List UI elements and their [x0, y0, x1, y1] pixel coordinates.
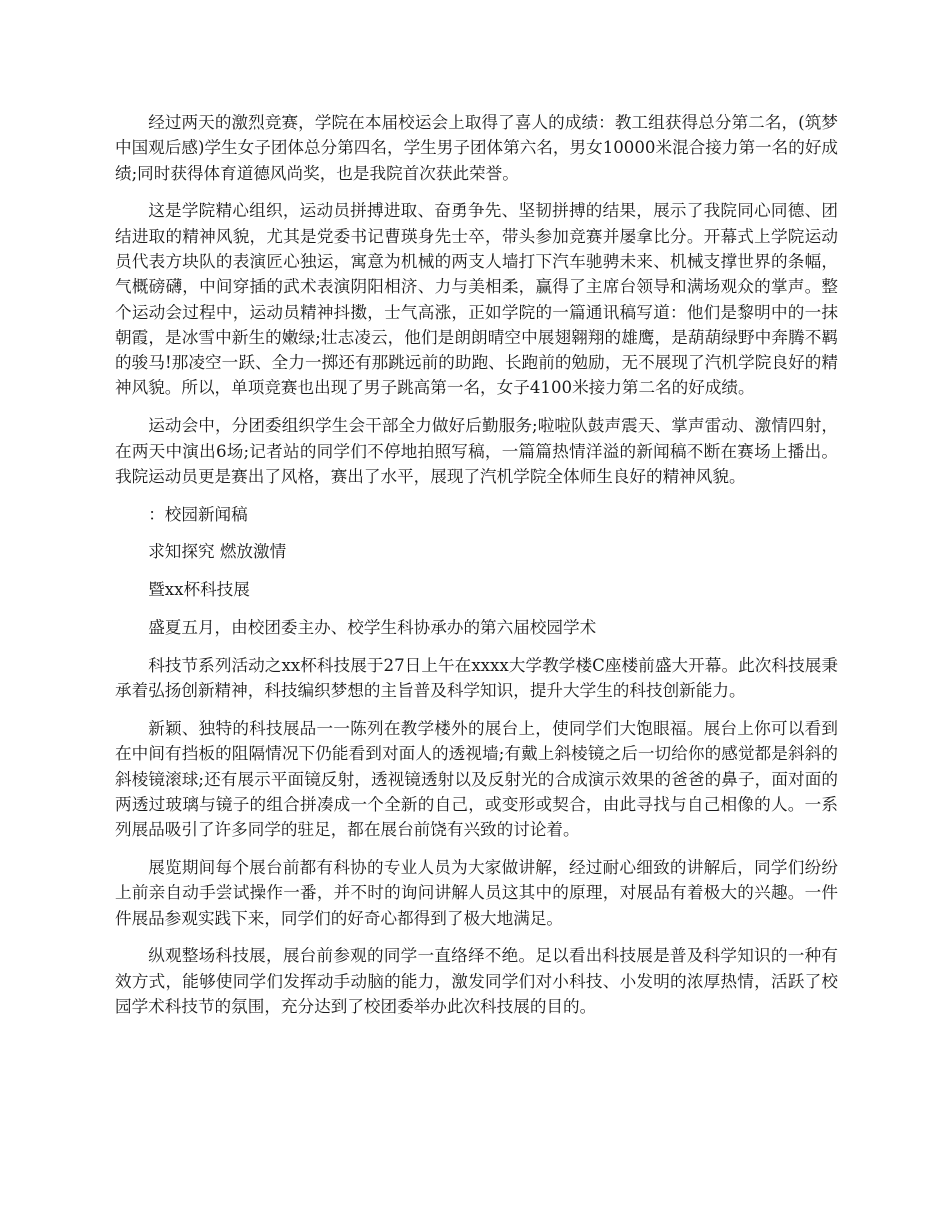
document-body	[115, 110, 838, 1032]
paragraph-conclusion: 纵观整场科技展，展台前参观的同学一直络绎不绝。足以看出科技展是普及科学知识的一种有效方式，能够使同学们发挥动手动脑的能力，激发同学们对小科技、小发明的浓厚热情，活跃了校园学术科技节的氛围，充分达到了校团委举办此次科技展的目的。	[115, 946, 838, 1016]
paragraph-intro-line: 盛夏五月，由校团委主办、校学生科协承办的第六届校园学术	[148, 618, 597, 638]
section-title: 求知探究 燃放激情	[148, 542, 287, 562]
section-heading-campus-news: ：校园新闻稿	[148, 504, 248, 524]
paragraph-sports-results: 经过两天的激烈竞赛，学院在本届校运会上取得了喜人的成绩：教工组获得总分第二名，(筑梦中国观后感)学生女子团体总分第四名，学生男子团体第六名，男女10000米混合接力第一名的好成绩;同时获得体育道德风尚奖，也是我院首次获此荣誉。	[115, 113, 839, 183]
section-subtitle: 暨xx杯科技展	[148, 580, 250, 600]
paragraph-support-team: 运动会中，分团委组织学生会干部全力做好后勤服务;啦啦队鼓声震天、掌声雷动、激情四射，在两天中演出6场;记者站的同学们不停地拍照写稿，一篇篇热情洋溢的新闻稿不断在赛场上播出。我院运动员更是赛出了风格，赛出了水平，展现了汽机学院全体师生良好的精神风貌。	[115, 416, 838, 486]
paragraph-athlete-spirit: 这是学院精心组织，运动员拼搏进取、奋勇争先、坚韧拼搏的结果，展示了我院同心同德、团结进取的精神风貌，尤其是党委书记曹瑛身先士卒，带头参加竞赛并屡拿比分。开幕式上学院运动员代表方块队的表演匠心独运，寓意为机械的两支人墙打下汽车驰骋未来、机械支撑世界的条幅，气概磅礴，中间穿插的武术表演阴阳相济、力与美相柔，赢得了主席台领导和满场观众的掌声。整个运动会过程中，运动员精神抖擞，士气高涨，正如学院的一篇通讯稿写道：他们是黎明中的一抹朝霞，是冰雪中新生的嫩绿;壮志凌云，他们是朗朗晴空中展翅翱翔的雄鹰，是葫葫绿野中奔腾不羁的骏马!那凌空一跃、全力一掷还有那跳远前的助跑、长跑前的勉励，无不展现了汽机学院良好的精神风貌。所以，单项竞赛也出现了男子跳高第一名，女子4100米接力第二名的好成绩。	[115, 201, 838, 398]
paragraph-explanations: 展览期间每个展台前都有科协的专业人员为大家做讲解，经过耐心细致的讲解后，同学们纷纷上前亲自动手尝试操作一番，并不时的询问讲解人员这其中的原理，对展品有着极大的兴趣。一件件展品参观实践下来，同学们的好奇心都得到了极大地满足。	[115, 857, 838, 928]
paragraph-exhibits: 新颖、独特的科技展品一一陈列在教学楼外的展台上，使同学们大饱眼福。展台上你可以看到在中间有挡板的阻隔情况下仍能看到对面人的透视墙;有戴上斜棱镜之后一切给你的感觉都是斜斜的斜棱镜滚球;还有展示平面镜反射，透视镜透射以及反射光的合成演示效果的爸爸的鼻子，面对面的两透过玻璃与镜子的组合拼凑成一个全新的自己，或变形或契合，由此寻找与自己相像的人。一系列展品吸引了许多同学的驻足，都在展台前饶有兴致的讨论着。	[115, 718, 838, 840]
paragraph-tech-expo-opening: 科技节系列活动之xx杯科技展于27日上午在xxxx大学教学楼C座楼前盛大开幕。此次科技展秉承着弘扬创新精神，科技编织梦想的主旨普及科学知识，提升大学生的科技创新能力。	[115, 655, 838, 701]
